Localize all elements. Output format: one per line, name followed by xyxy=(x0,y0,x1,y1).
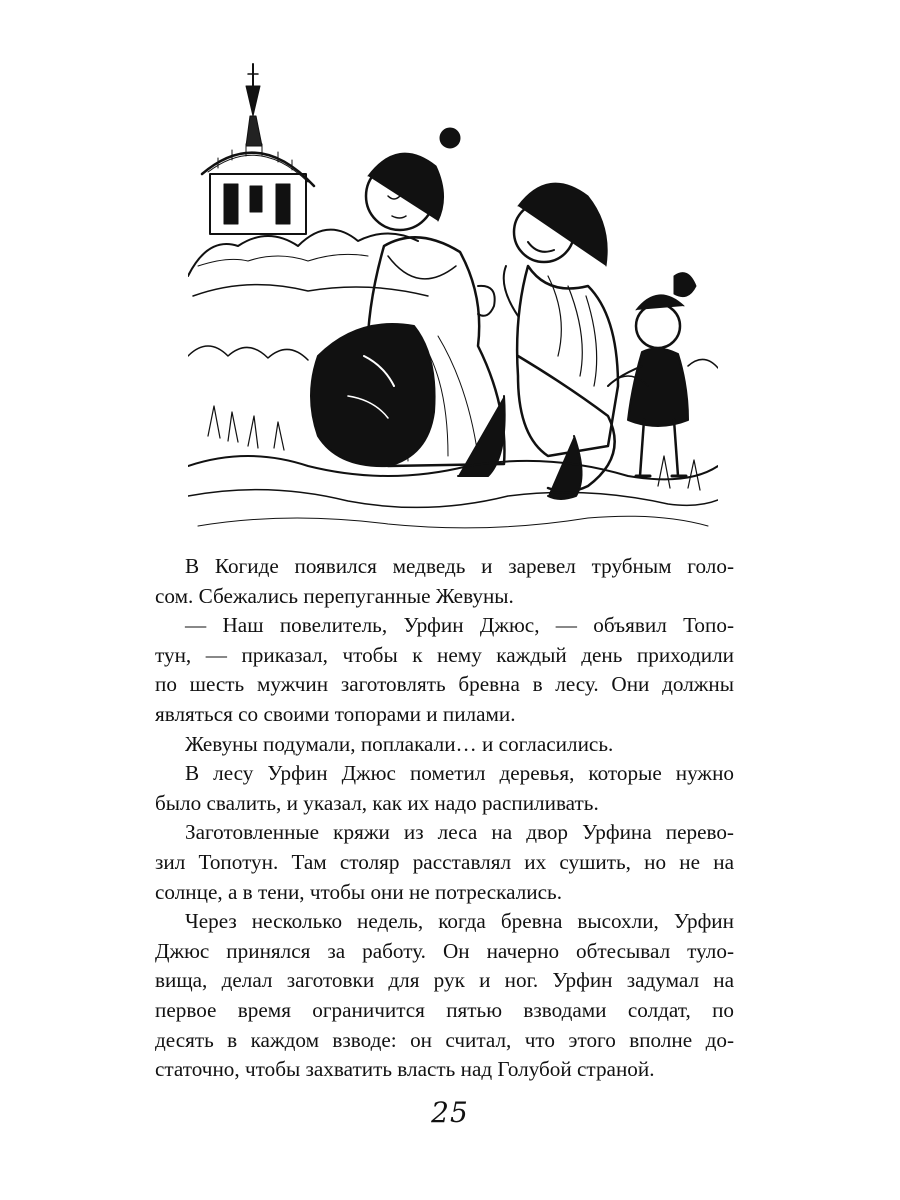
text-line: Джюс принялся за работу. Он начерно обтесывал туло- xyxy=(155,938,734,963)
text-line: являться со своими топорами и пилами. xyxy=(155,701,516,726)
text-line: зил Топотун. Там столяр расставлял их сушить, но не на xyxy=(155,849,734,874)
text-line: — Наш повелитель, Урфин Джюс, — объявил Топо- xyxy=(185,613,734,638)
text-line: первое время ограничится пятью взводами солдат, по xyxy=(155,997,734,1022)
text-line: В Когиде появился медведь и заревел трубным голо- xyxy=(185,554,734,578)
illustration xyxy=(188,56,718,534)
text-line: вища, делал заготовки для рук и ног. Урфин задумал на xyxy=(155,968,734,993)
text-line: тун, — приказал, чтобы к нему каждый день приходили xyxy=(155,642,734,667)
text-line: десять в каждом взводе: он считал, что этого вполне до- xyxy=(155,1027,734,1052)
paragraph xyxy=(155,552,734,611)
paragraph xyxy=(155,907,734,1085)
body-text xyxy=(155,552,734,1085)
paragraph xyxy=(155,818,734,907)
paragraph xyxy=(155,730,734,760)
text-line: сом. Сбежались перепуганные Жевуны. xyxy=(155,583,514,608)
text-line: Через несколько недель, когда бревна высохли, Урфин xyxy=(185,909,734,934)
text-line: Жевуны подумали, поплакали… и согласились. xyxy=(185,731,614,756)
text-line: по шесть мужчин заготовлять бревна в лесу. Они должны xyxy=(155,672,734,697)
text-line: В лесу Урфин Джюс пометил деревья, которые нужно xyxy=(185,761,734,786)
text-line: Заготовленные кряжи из леса на двор Урфина перево- xyxy=(185,820,734,845)
paragraph xyxy=(155,759,734,818)
page-number: 25 xyxy=(431,1096,469,1129)
text-line: статочно, чтобы захватить власть над Голубой страной. xyxy=(155,1057,655,1082)
paragraph xyxy=(155,611,734,729)
text-line: было свалить, и указал, как их надо распиливать. xyxy=(155,790,599,815)
text-line: солнце, а в тени, чтобы они не потрескались. xyxy=(155,879,562,904)
